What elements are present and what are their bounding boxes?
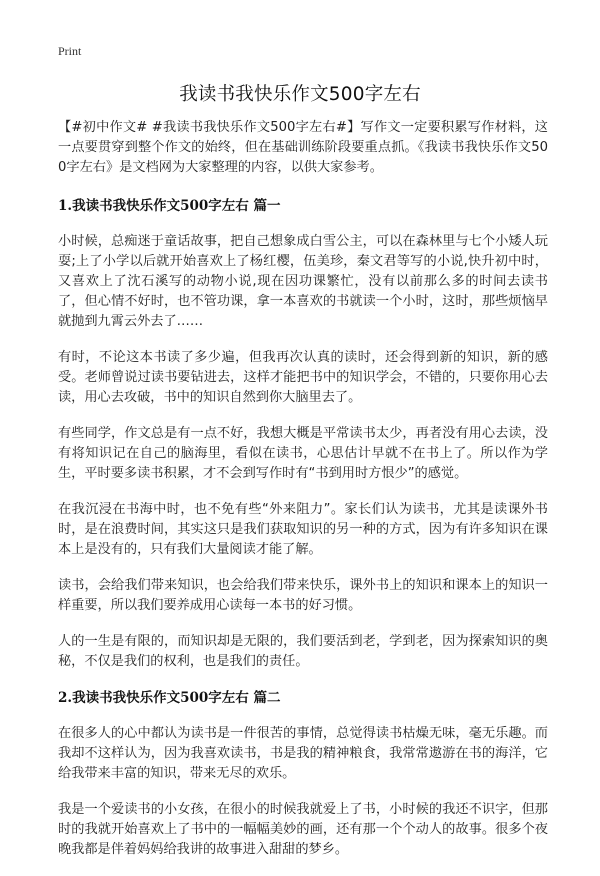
section-1-paragraph: 有些同学，作文总是有一点不好，我想大概是平常读书太少，再者没有用心去读，没有将知识记在自己的脑海里，看似在读书，心思估计早就不在书上了。所以作为学生，平时要多读书积累，才不会到写作时有“书到用时方恨少”的感觉。 <box>58 426 548 481</box>
article-body <box>58 118 548 876</box>
intro-paragraph: 【#初中作文# #我读书我快乐作文500字左右#】写作文一定要积累写作材料，这一点要贯穿到整个作文的始终，但在基础训练阶段要重点抓。《我读书我快乐作文500字左右》是文档网为大家整理的内容，以供大家参考。 <box>58 120 548 175</box>
section-1-paragraph: 读书，会给我们带来知识，也会给我们带来快乐，课外书上的知识和课本上的知识一样重要，所以我们要养成用心读每一本书的好习惯。 <box>58 578 548 613</box>
section-1-paragraph: 有时，不论这本书读了多少遍，但我再次认真的读时，还会得到新的知识，新的感受。老师曾说过读书要钻进去，这样才能把书中的知识学会，不错的，只要你用心去读，用心去攻破，书中的知识自然到你大脑里去了。 <box>58 350 548 405</box>
page-title: 我读书我快乐作文500字左右 <box>179 84 421 105</box>
print-label: Print <box>58 44 82 58</box>
section-2-paragraph: 在很多人的心中都认为读书是一件很苦的事情，总觉得读书枯燥无味，毫无乐趣。而我却不这样认为，因为我喜欢读书，书是我的精神粮食，我常常遨游在书的海洋，它给我带来丰富的知识，带来无尽的欢乐。 <box>58 726 548 781</box>
section-1-paragraph: 人的一生是有限的，而知识却是无限的，我们要活到老，学到老，因为探索知识的奥秘，不仅是我们的权利，也是我们的责任。 <box>58 634 548 669</box>
section-1-paragraph: 小时候，总痴迷于童话故事，把自己想象成白雪公主，可以在森林里与七个小矮人玩耍;上了小学以后就开始喜欢上了杨红樱，伍美珍，秦文君等写的小说,快升初中时，又喜欢上了沈石溪写的动物小说,现在因功课繁忙，没有以前那么多的时间去读书了，但心情不好时，也不管功课，拿一本喜欢的书就读一个小时，这时，那些烦恼早就抛到九霄云外去了…… <box>58 234 548 329</box>
section-1-heading: 1.我读书我快乐作文500字左右 篇一 <box>58 198 281 214</box>
section-2-heading: 2.我读书我快乐作文500字左右 篇二 <box>58 690 281 706</box>
section-1-paragraph: 在我沉浸在书海中时，也不免有些“外来阻力”。家长们认为读书，尤其是读课外书时，是在浪费时间，其实这只是我们获取知识的另一种的方式，因为有许多知识在课本上是没有的，只有我们大量阅读才能了解。 <box>58 502 548 557</box>
section-2-paragraph: 我是一个爱读书的小女孩，在很小的时候我就爱上了书，小时候的我还不识字，但那时的我就开始喜欢上了书中的一幅幅美妙的画，还有那一个个动人的故事。很多个夜晚我都是伴着妈妈给我讲的故事进入甜甜的梦乡。 <box>58 802 548 857</box>
